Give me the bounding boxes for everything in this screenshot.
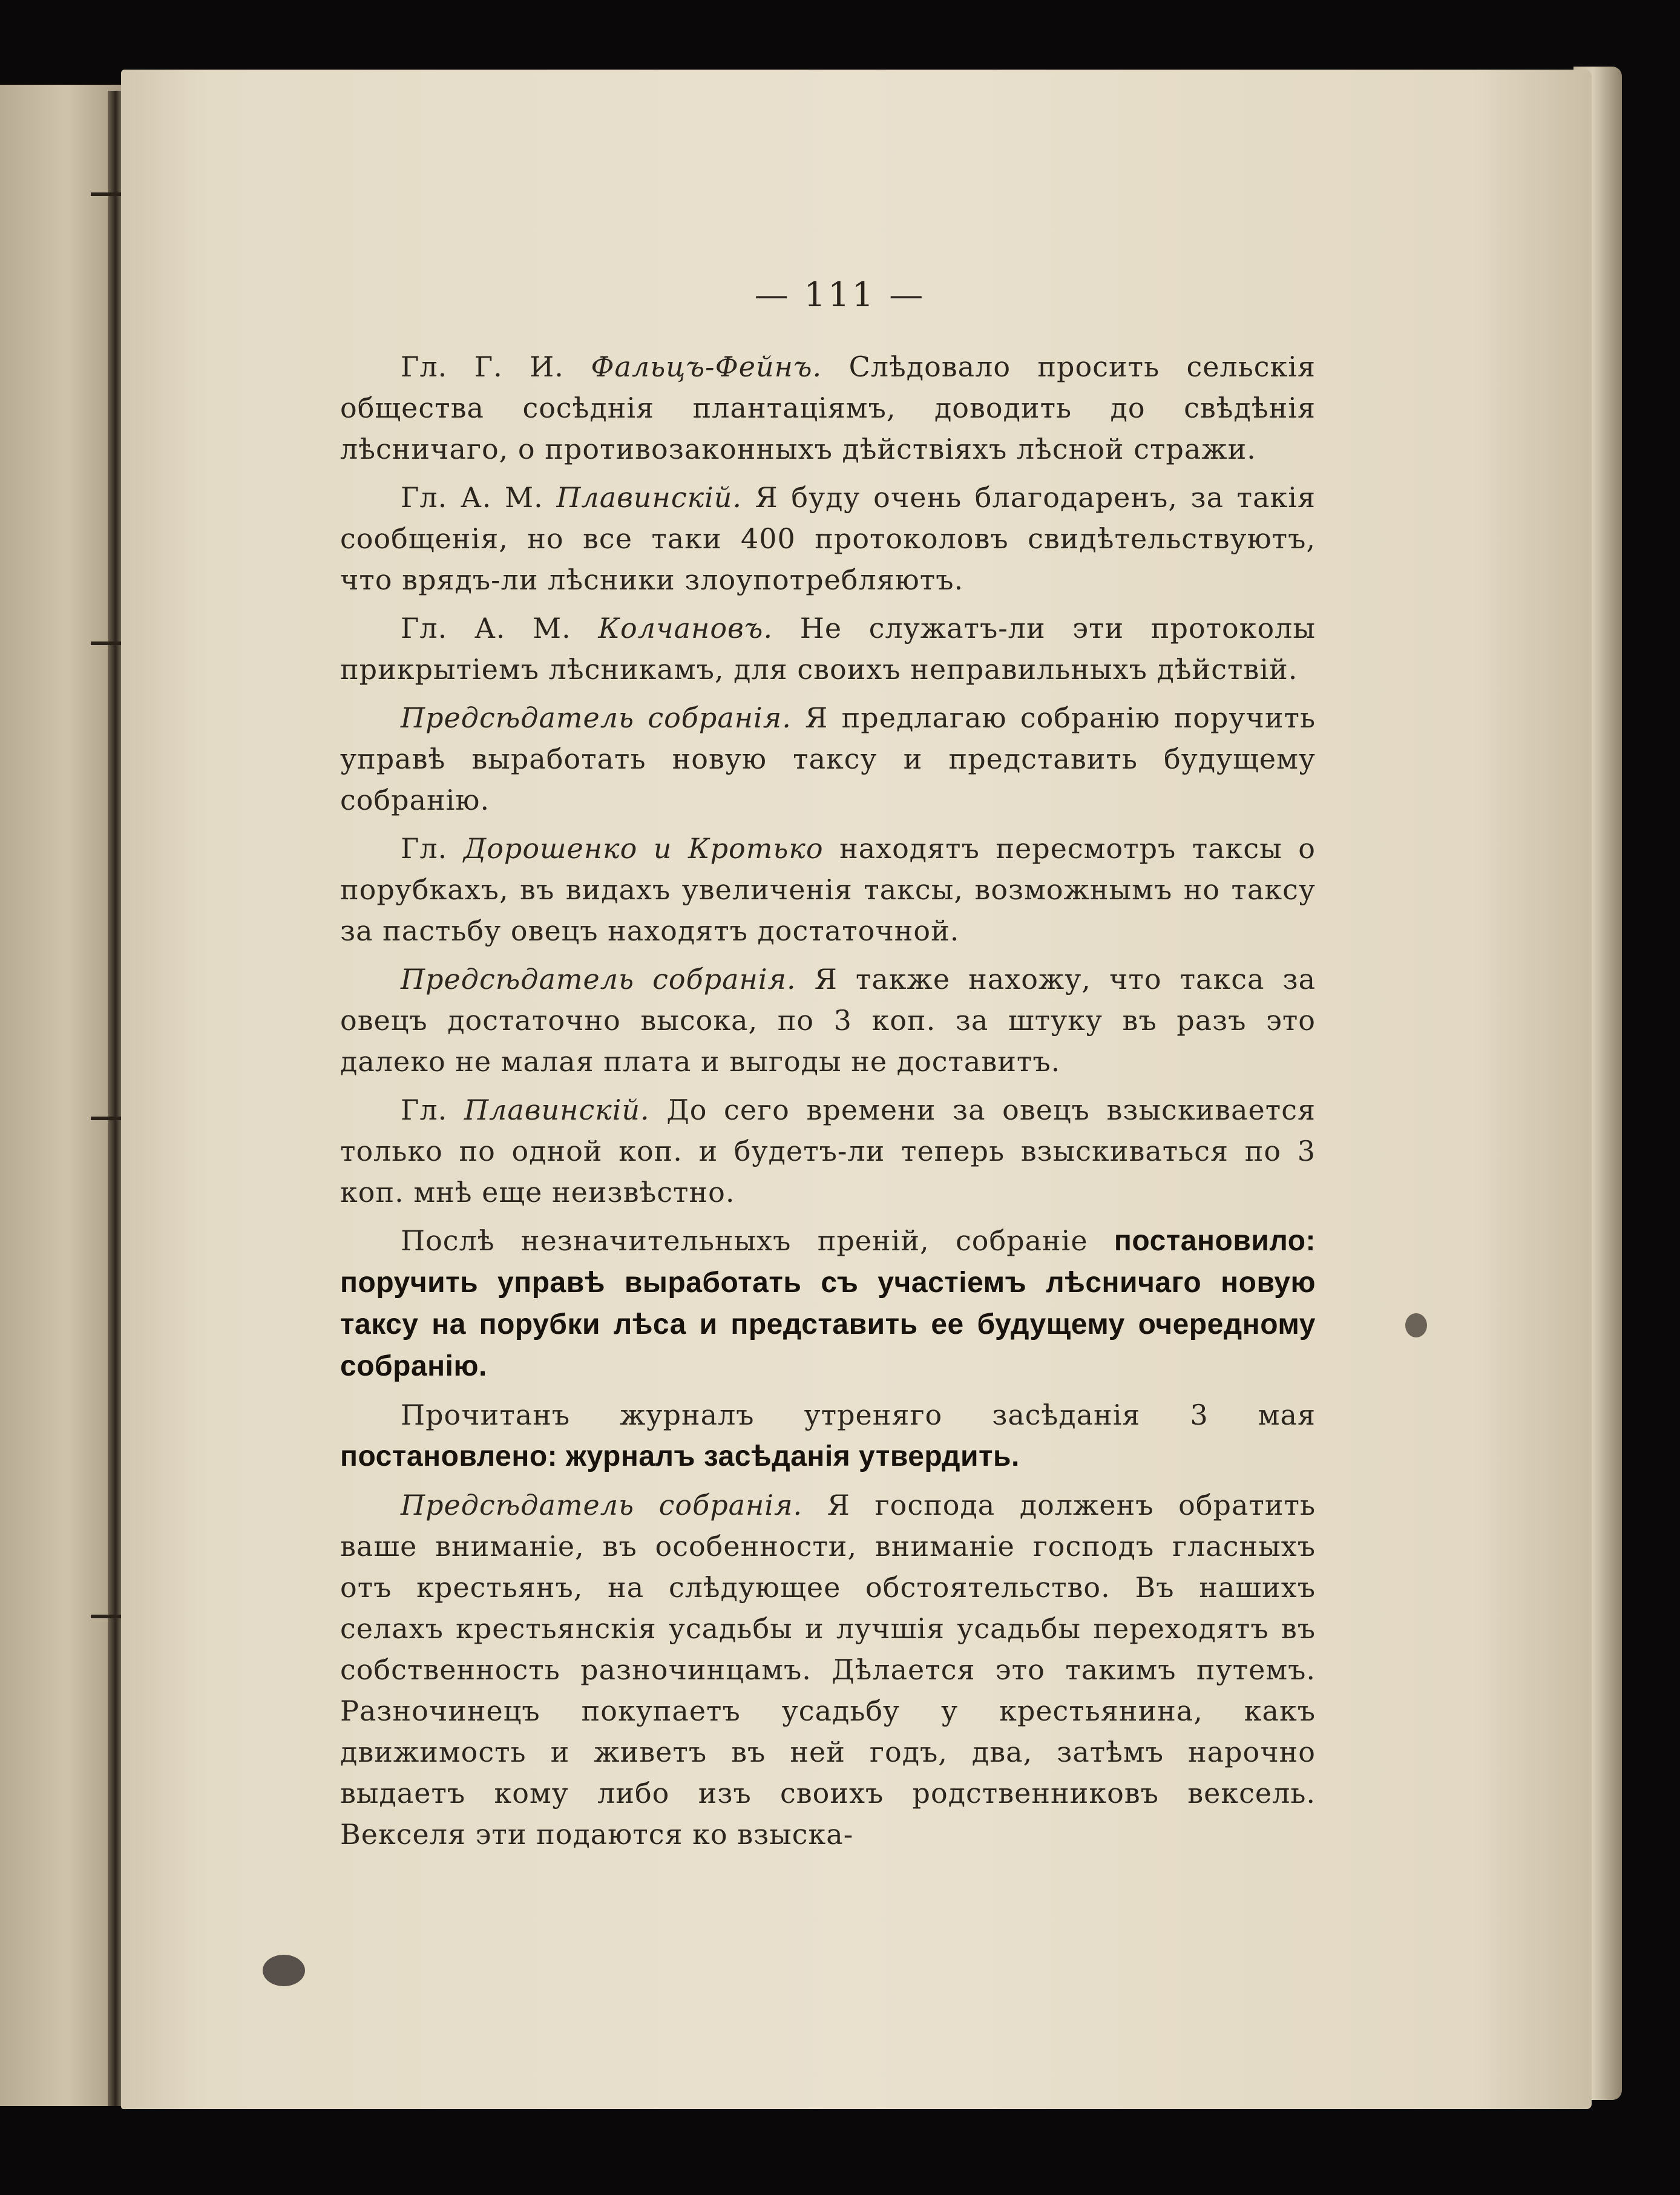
resolution-text: постановило: поручить управѣ выработать съ участіемъ лѣсничаго новую таксу на порубки лѣса и представить ее будущему очередному собранію. <box>340 1225 1316 1382</box>
resolution-paragraph <box>340 1394 1316 1477</box>
previous-page-edge <box>0 85 121 2106</box>
speaker: Гл. <box>401 1094 448 1126</box>
paragraph <box>340 346 1316 470</box>
paragraph <box>340 608 1316 690</box>
ink-spot <box>1405 1313 1427 1337</box>
speech: Я господа долженъ обратить ваше вниманіе, въ особенности, вниманіе господъ гласныхъ отъ крестьянъ, на слѣдующее обстоятельство. Въ нашихъ селахъ крестьянскія усадьбы и лучшія усадьбы переходятъ въ собственность разночинцамъ. Дѣлается это такимъ путемъ. Разночинецъ покупаетъ усадьбу у крестьянина, какъ движимость и живетъ въ ней годъ, два, затѣмъ нарочно выдаетъ кому либо изъ своихъ родственниковъ вексель. Векселя эти подаются ко взыска- <box>340 1489 1316 1851</box>
page-number: — 111 — <box>754 275 926 315</box>
speaker: Гл. А. М. <box>401 612 571 645</box>
speaker-name: Плавинскій. <box>464 1094 650 1126</box>
speaker: Гл. Г. И. <box>401 350 564 383</box>
speaker-name: Предсѣдатель собранія. <box>401 701 792 734</box>
page-body <box>340 346 1316 1862</box>
speaker: Гл. <box>401 832 448 865</box>
paragraph <box>340 697 1316 821</box>
paragraph <box>340 828 1316 951</box>
speech: Я предлагаю собранію поручить управѣ выработать новую таксу и представить будущему собранію. <box>340 701 1316 816</box>
resolution-text: постановлено: журналъ засѣданія утвердить. <box>340 1440 1020 1472</box>
speech: Я буду очень благодаренъ, за такія сообщенія, но все таки 400 протоколовъ свидѣтельствуютъ, что врядъ-ли лѣсники злоупотребляютъ. <box>340 481 1316 596</box>
paragraph <box>340 959 1316 1082</box>
speaker-name: Фальцъ-Фейнъ. <box>591 350 822 383</box>
speaker-name: Предсѣдатель собранія. <box>401 1489 803 1521</box>
paragraph <box>340 1089 1316 1213</box>
resolution-paragraph <box>340 1220 1316 1387</box>
speech: До сего времени за овецъ взыскивается только по одной коп. и будетъ-ли теперь взыскиваться по 3 коп. мнѣ еще неизвѣстно. <box>340 1094 1316 1209</box>
resolution-intro: Послѣ незначительныхъ преній, собраніе <box>401 1224 1088 1257</box>
page-stain <box>263 1955 305 1986</box>
speaker-name: Колчановъ. <box>598 612 773 645</box>
resolution-intro: Прочитанъ журналъ утреняго засѣданія 3 мая <box>401 1399 1316 1431</box>
speech: Я также нахожу, что такса за овецъ достаточно высока, по 3 коп. за штуку въ разъ это далеко не малая плата и выгоды не доставитъ. <box>340 963 1316 1078</box>
paragraph <box>340 477 1316 600</box>
speaker-name: Плавинскій. <box>556 481 743 514</box>
paragraph <box>340 1485 1316 1855</box>
speech: Слѣдовало просить сельскія общества сосѣднія плантаціямъ, доводить до свѣдѣнія лѣсничаго, о противозаконныхъ дѣйствіяхъ лѣсной стражи. <box>340 350 1316 465</box>
speech: находятъ пересмотръ таксы о порубкахъ, въ видахъ увеличенія таксы, возможнымъ но таксу за пастьбу овецъ находятъ достаточной. <box>340 832 1316 947</box>
speaker: Гл. А. М. <box>401 481 543 514</box>
speech: Не служатъ-ли эти протоколы прикрытіемъ лѣсникамъ, для своихъ неправильныхъ дѣйствій. <box>340 612 1316 686</box>
speaker-name: Предсѣдатель собранія. <box>401 963 796 996</box>
speaker-name: Дорошенко и Кротько <box>463 832 824 865</box>
